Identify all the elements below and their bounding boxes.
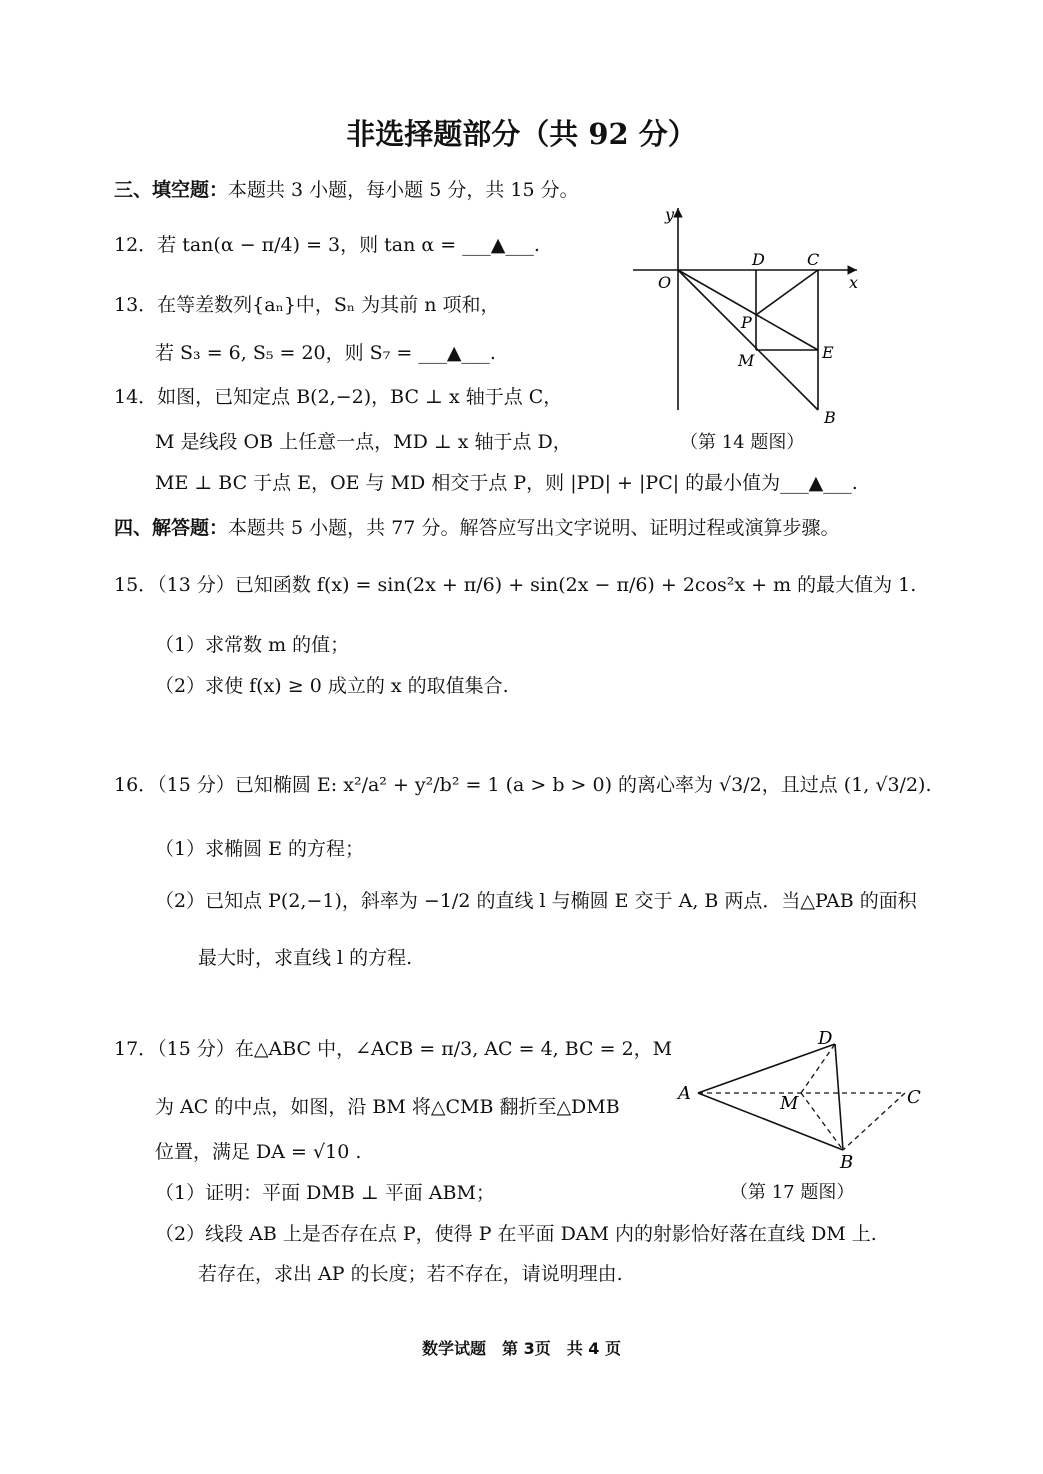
edge-md [801, 1044, 835, 1093]
question-13-line-1: 13．在等差数列{aₙ}中，Sₙ 为其前 n 项和， [114, 294, 500, 316]
question-17-part-2b: 若存在，求出 AP 的长度；若不存在，请说明理由. [198, 1263, 623, 1285]
question-15-stem: 15．（13 分）已知函数 f(x) = sin(2x + π/6) + sin(2x − π/6) + 2cos²x + m 的最大值为 1. [114, 574, 917, 596]
question-17-line-1: 17．（15 分）在△ABC 中，∠ACB = π/3, AC = 4, BC = 2，M [114, 1038, 673, 1060]
section-4-heading [114, 513, 839, 540]
label-c: C [907, 1087, 921, 1108]
question-16-stem: 16．（15 分）已知椭圆 E: x²/a² + y²/b² = 1 (a > b > 0) 的离心率为 √3/2，且过点 (1, √3/2). [114, 774, 932, 796]
section-4-desc: 本题共 5 小题，共 77 分。解答应写出文字说明、证明过程或演算步骤。 [228, 517, 840, 539]
question-17-part-1: （1）证明：平面 DMB ⊥ 平面 ABM； [155, 1182, 495, 1204]
question-17-line-3: 位置，满足 DA = √10 . [155, 1141, 362, 1163]
label-m: M [738, 351, 755, 370]
label-m: M [780, 1093, 799, 1114]
edge-ab [698, 1093, 843, 1150]
label-x: x [849, 273, 859, 292]
label-p: P [741, 313, 752, 332]
question-16-part-2b: 最大时，求直线 l 的方程. [198, 947, 413, 969]
question-12: 12．若 tan(α − π/4) = 3，则 tan α = ___▲___. [114, 234, 540, 256]
question-14-line-3: ME ⊥ BC 于点 E，OE 与 MD 相交于点 P，则 |PD| + |PC| 的最小值为___▲___. [155, 472, 858, 494]
question-17-line-2: 为 AC 的中点，如图，沿 BM 将△CMB 翻折至△DMB [155, 1096, 620, 1118]
figure-17-caption: （第 17 题图） [730, 1182, 855, 1203]
page-footer: 数学试题 第 3页 共 4 页 [422, 1339, 621, 1358]
segment-oe [678, 270, 818, 350]
section-3-desc: 本题共 3 小题，每小题 5 分，共 15 分。 [228, 179, 579, 201]
question-15-part-1: （1）求常数 m 的值； [155, 634, 350, 656]
label-b: B [840, 1152, 854, 1173]
label-y: y [665, 205, 675, 224]
question-17-part-2a: （2）线段 AB 上是否存在点 P，使得 P 在平面 DAM 内的射影恰好落在直线 DM 上. [155, 1223, 877, 1245]
label-d: D [818, 1028, 833, 1049]
label-d: D [752, 250, 765, 269]
label-b: B [824, 408, 836, 427]
figure-17 [670, 1020, 940, 1180]
edge-ad [698, 1044, 835, 1093]
edge-cb [843, 1093, 905, 1150]
question-14-line-1: 14．如图，已知定点 B(2,−2)，BC ⊥ x 轴于点 C， [114, 386, 563, 408]
label-o: O [658, 273, 672, 292]
question-16-part-1: （1）求椭圆 E 的方程； [155, 838, 365, 860]
question-14-line-2: M 是线段 OB 上任意一点，MD ⊥ x 轴于点 D， [155, 431, 572, 453]
question-16-part-2a: （2）已知点 P(2,−1)，斜率为 −1/2 的直线 l 与椭圆 E 交于 A, B 两点．当△PAB 的面积 [155, 890, 917, 912]
question-13-line-2: 若 S₃ = 6, S₅ = 20，则 S₇ = ___▲___. [155, 342, 496, 364]
segment-pc [756, 270, 818, 315]
section-3-heading [114, 175, 579, 202]
label-c: C [807, 250, 820, 269]
segment-ob [678, 270, 818, 410]
question-15-part-2: （2）求使 f(x) ≥ 0 成立的 x 的取值集合. [155, 675, 509, 697]
label-e: E [822, 343, 834, 362]
section-3-label: 三、填空题： [114, 179, 229, 201]
section-4-label: 四、解答题： [114, 517, 229, 539]
page-title: 非选择题部分（共 92 分） [346, 117, 697, 151]
edge-db [835, 1044, 843, 1150]
figure-14 [625, 200, 875, 430]
label-a: A [678, 1083, 691, 1104]
figure-14-caption: （第 14 题图） [680, 432, 805, 453]
